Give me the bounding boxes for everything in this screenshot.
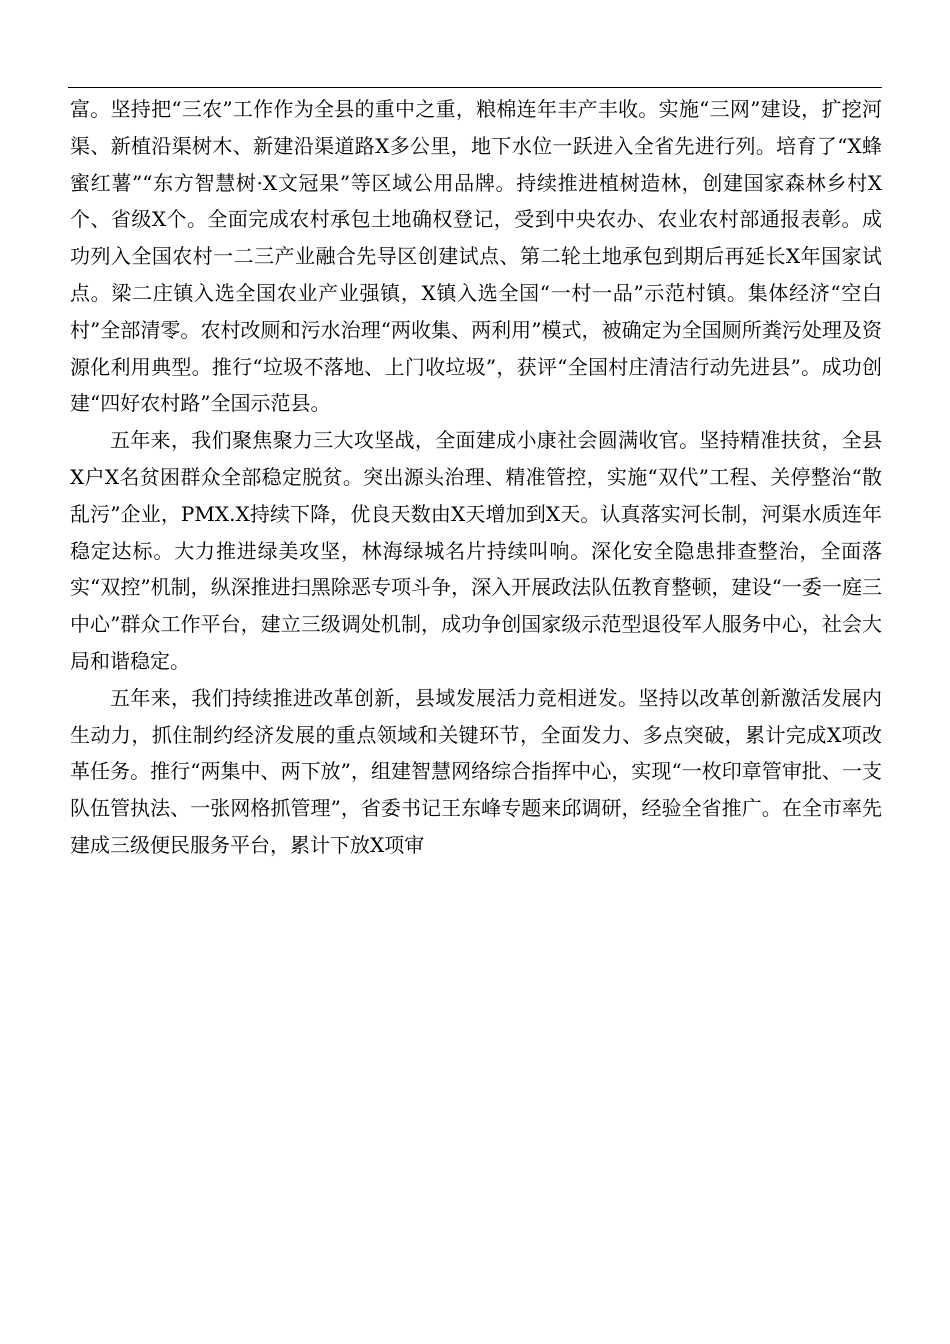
paragraph-three-battles: 五年来，我们聚焦聚力三大攻坚战，全面建成小康社会圆满收官。坚持精准扶贫，全县X户X名贫困群众全部稳定脱贫。突出源头治理、精准管控，实施“双代”工程、关停整治“散乱污”企业，PMX.X持续下降，优良天数由X天增加到X天。认真落实河长制，河渠水质连年稳定达标。大力推进绿美攻坚，林海绿城名片持续叫响。深化安全隐患排查整治，全面落实“双控”机制，纵深推进扫黑除恶专项斗争，深入开展政法队伍教育整顿，建设“一委一庭三中心”群众工作平台，建立三级调处机制，成功争创国家级示范型退役军人服务中心，社会大局和谐稳定。 xyxy=(70,428,882,673)
body-text xyxy=(70,91,882,864)
paragraph-continuation: 富。坚持把“三农”工作作为全县的重中之重，粮棉连年丰产丰收。实施“三网”建设，扩挖河渠、新植沿渠树木、新建沿渠道路X多公里，地下水位一跃进入全省先进行列。培育了“X蜂蜜红薯”“东方智慧树·X文冠果”等区域公用品牌。持续推进植树造林，创建国家森林乡村X个、省级X个。全面完成农村承包土地确权登记，受到中央农办、农业农村部通报表彰。成功列入全国农村一二三产业融合先导区创建试点、第二轮土地承包到期后再延长X年国家试点。梁二庄镇入选全国农业产业强镇，X镇入选全国“一村一品”示范村镇。集体经济“空白村”全部清零。农村改厕和污水治理“两收集、两利用”模式，被确定为全国厕所粪污处理及资源化利用典型。推行“垃圾不落地、上门收垃圾”，获评“全国村庄清洁行动先进县”。成功创建“四好农村路”全国示范县。 xyxy=(70,97,882,416)
paragraph-reform-innovation: 五年来，我们持续推进改革创新，县域发展活力竞相迸发。坚持以改革创新激活发展内生动力，抓住制约经济发展的重点领域和关键环节，全面发力、多点突破，累计完成X项改革任务。推行“两集中、两下放”，组建智慧网络综合指挥中心，实现“一枚印章管审批、一支队伍管执法、一张网格抓管理”，省委书记王东峰专题来邱调研，经验全省推广。在全市率先建成三级便民服务平台，累计下放X项审 xyxy=(70,685,882,857)
header-rule xyxy=(68,87,882,88)
